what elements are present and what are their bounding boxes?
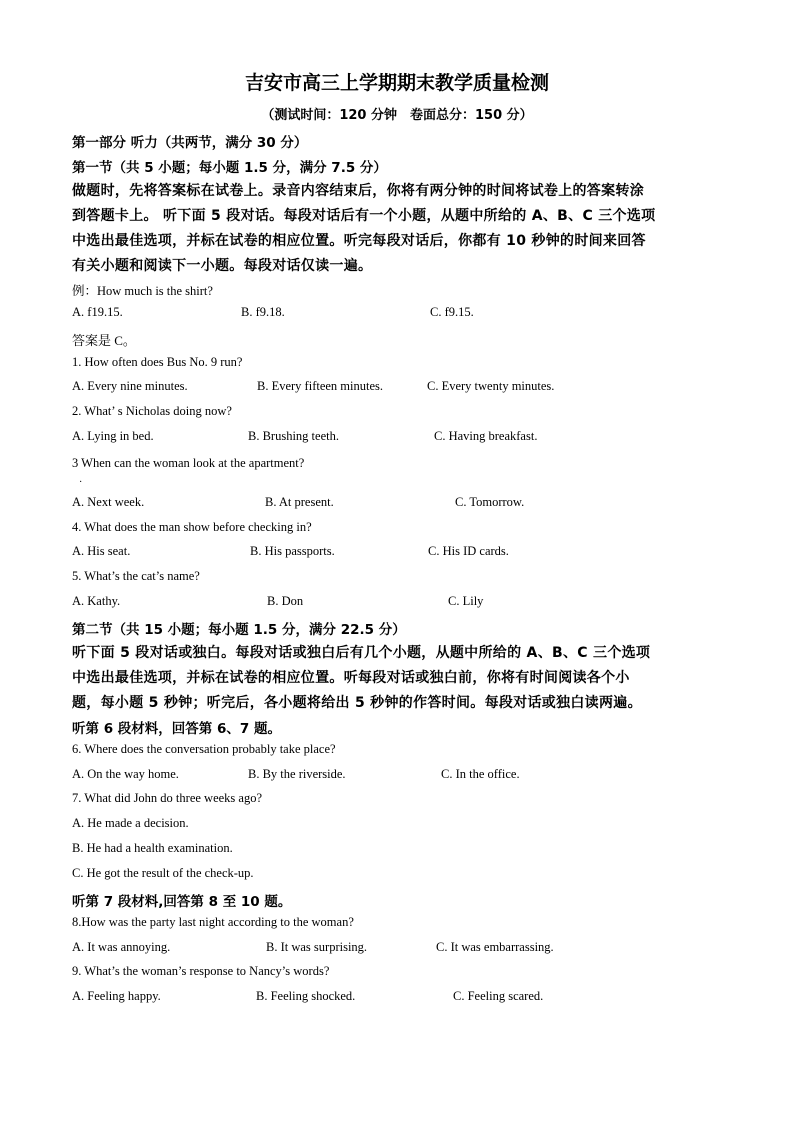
q1-option-c: C. Every twenty minutes.	[427, 379, 555, 393]
part1-heading: 第一部分 听力（共两节，满分 30 分）	[72, 135, 308, 151]
q5-option-a: A. Kathy.	[72, 594, 121, 608]
example-option-c: C. f9.15.	[430, 305, 474, 319]
q8-option-c: C. It was embarrassing.	[436, 940, 554, 954]
q3-option-b: B. At present.	[265, 495, 334, 509]
material-7-heading: 听第 7 段材料,回答第 8 至 10 题。	[72, 894, 292, 910]
example-option-a: A. f19.15.	[72, 305, 123, 319]
q9-option-a: A. Feeling happy.	[72, 989, 161, 1003]
question-4: 4. What does the man show before checking in?	[72, 520, 312, 534]
q7-option-b: B. He had a health examination.	[72, 841, 233, 855]
q9-option-c: C. Feeling scared.	[453, 989, 544, 1003]
q2-option-c: C. Having breakfast.	[434, 429, 538, 443]
q7-option-c: C. He got the result of the check-up.	[72, 866, 254, 880]
question-6: 6. Where does the conversation probably take place?	[72, 742, 336, 756]
section1-heading: 第一节（共 5 小题；每小题 1.5 分，满分 7.5 分）	[72, 160, 387, 176]
q6-option-c: C. In the office.	[441, 767, 520, 781]
q3-option-c: C. Tomorrow.	[455, 495, 525, 509]
q4-option-b: B. His passports.	[250, 544, 335, 558]
q1-option-b: B. Every fifteen minutes.	[257, 379, 384, 393]
question-5: 5. What’s the cat’s name?	[72, 569, 200, 583]
q2-option-b: B. Brushing teeth.	[248, 429, 339, 443]
section1-instruction-line: 有关小题和阅读下一小题。每段对话仅读一遍。	[72, 258, 373, 274]
q4-option-c: C. His ID cards.	[428, 544, 509, 558]
question-3: 3 When can the woman look at the apartment?	[72, 456, 305, 470]
q6-option-a: A. On the way home.	[72, 767, 179, 781]
example-question: 例：How much is the shirt?	[72, 284, 213, 298]
section1-instruction-line: 做题时，先将答案标在试卷上。录音内容结束后，你将有两分钟的时间将试卷上的答案转涂	[72, 183, 644, 199]
question-2: 2. What’ s Nicholas doing now?	[72, 404, 232, 418]
exam-title: 吉安市高三上学期期末教学质量检测	[244, 72, 549, 94]
section2-instruction-line: 中选出最佳选项，并标在试卷的相应位置。听每段对话或独白前，你将有时间阅读各个小	[72, 670, 630, 686]
q7-option-a: A. He made a decision.	[72, 816, 189, 830]
q5-option-c: C. Lily	[448, 594, 484, 608]
q8-option-b: B. It was surprising.	[266, 940, 368, 954]
example-answer: 答案是 C。	[72, 333, 136, 348]
q1-option-a: A. Every nine minutes.	[72, 379, 188, 393]
section2-heading: 第二节（共 15 小题；每小题 1.5 分，满分 22.5 分）	[72, 622, 406, 638]
q5-option-b: B. Don	[267, 594, 304, 608]
q8-option-a: A. It was annoying.	[72, 940, 171, 954]
q6-option-b: B. By the riverside.	[248, 767, 346, 781]
section2-instruction-line: 题，每小题 5 秒钟；听完后，各小题将给出 5 秒钟的作答时间。每段对话或独白读两遍。	[72, 695, 642, 711]
q9-option-b: B. Feeling shocked.	[256, 989, 356, 1003]
stray-mark: ·	[79, 477, 83, 488]
section1-instruction-line: 中选出最佳选项，并标在试卷的相应位置。听完每段对话后，你都有 10 秒钟的时间来回答	[72, 233, 646, 249]
section1-instruction-line: 到答题卡上。 听下面 5 段对话。每段对话后有一个小题，从题中所给的 A、B、C 三个选项	[72, 208, 656, 224]
question-1: 1. How often does Bus No. 9 run?	[72, 355, 243, 369]
example-option-b: B. f9.18.	[241, 305, 285, 319]
exam-subtitle: （测试时间：120 分钟 卷面总分：150 分）	[261, 108, 533, 123]
question-8: 8.How was the party last night according to the woman?	[72, 915, 354, 929]
question-9: 9. What’s the woman’s response to Nancy’s words?	[72, 964, 330, 978]
q3-option-a: A. Next week.	[72, 495, 145, 509]
q4-option-a: A. His seat.	[72, 544, 131, 558]
question-7: 7. What did John do three weeks ago?	[72, 791, 262, 805]
material-6-heading: 听第 6 段材料，回答第 6、7 题。	[72, 721, 281, 737]
section2-instruction-line: 听下面 5 段对话或独白。每段对话或独白后有几个小题，从题中所给的 A、B、C 三个选项	[72, 645, 651, 661]
q2-option-a: A. Lying in bed.	[72, 429, 154, 443]
